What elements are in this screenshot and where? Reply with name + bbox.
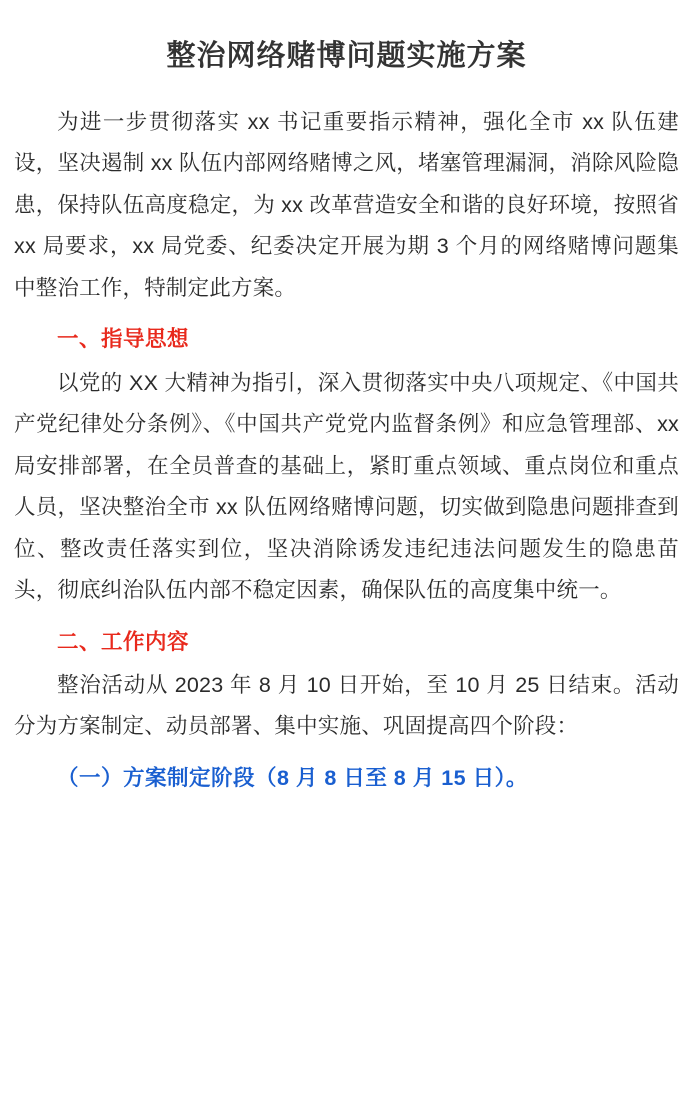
work-content-paragraph: 整治活动从 2023 年 8 月 10 日开始，至 10 月 25 日结束。活动分为方案制定、动员部署、集中实施、巩固提高四个阶段：: [14, 672, 679, 739]
section-heading-two: 二、工作内容: [57, 629, 190, 654]
sub-heading-phase-one: （一）方案制定阶段（8 月 8 日至 8 月 15 日）。: [57, 765, 528, 790]
section-heading-one: 一、指导思想: [57, 327, 190, 352]
page-title: 整治网络赌博问题实施方案: [166, 40, 527, 72]
intro-paragraph: 为进一步贯彻落实 xx 书记重要指示精神，强化全市 xx 队伍建设，坚决遏制 xx 队伍内部网络赌博之风，堵塞管理漏洞，消除风险隐患，保持队伍高度稳定，为 xx 改革营造安全和谐的良好环境，按照省 xx 局要求，xx 局党委、纪委决定开展为期 3 个月的网络赌博问题集中整治工作，特制定此方案。: [14, 109, 679, 300]
guiding-thought-paragraph: 以党的 XX 大精神为指引，深入贯彻落实中央八项规定、《中国共产党纪律处分条例》、《中国共产党党内监督条例》和应急管理部、xx 局安排部署，在全员普查的基础上，紧盯重点领域、重点岗位和重点人员，坚决整治全市 xx 队伍网络赌博问题，切实做到隐患问题排查到位、整改责任落实到位，坚决消除诱发违纪违法问题发生的隐患苗头，彻底纠治队伍内部不稳定因素，确保队伍的高度集中统一。: [14, 370, 679, 603]
